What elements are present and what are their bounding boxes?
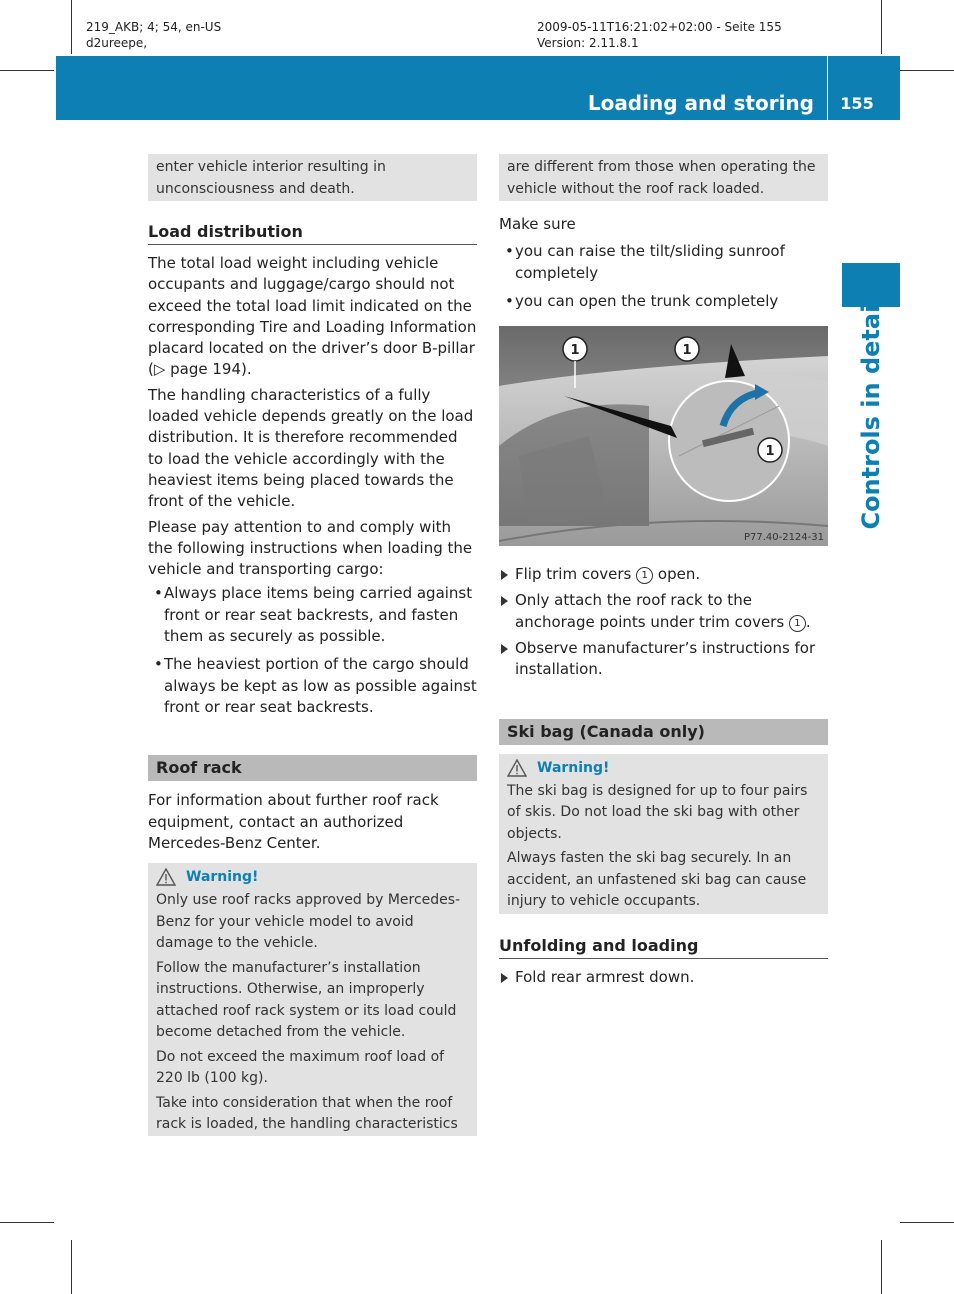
roof-rack-heading: Roof rack	[148, 755, 477, 781]
callout-marker: 1	[789, 615, 806, 632]
meta-line: 2009-05-11T16:21:02+02:00 - Seite 155	[537, 20, 782, 34]
list-item: • you can raise the tilt/sliding sunroof completely	[499, 241, 828, 284]
continued-warning-box	[499, 154, 828, 201]
ski-bag-heading: Ski bag (Canada only)	[499, 719, 828, 745]
step-item	[499, 590, 828, 633]
warning-header	[507, 757, 820, 779]
step-arrow-icon	[501, 973, 508, 983]
make-sure-list	[499, 241, 828, 312]
roof-rack-warning-box	[148, 863, 477, 1136]
crop-mark	[881, 0, 882, 54]
warning-text: enter vehicle interior resulting in unconsciousness and death.	[156, 159, 386, 197]
side-tab-text: Controls in detail	[857, 296, 885, 530]
paragraph: The total load weight including vehicle occupants and luggage/cargo should not exceed the total load limit indicated on the corresponding Tire and Loading Information placard located on the driver’s door B-pillar (▷ page 194).	[148, 254, 477, 379]
paragraph: Please pay attention to and comply with the following instructions when loading the vehicle and transporting cargo:	[148, 517, 473, 579]
crop-mark	[881, 1240, 882, 1294]
ski-bag-warning-box	[499, 754, 828, 914]
warning-label: Warning!	[537, 759, 610, 776]
left-column	[148, 154, 477, 1136]
crop-mark	[900, 70, 954, 71]
crop-mark	[71, 1240, 72, 1294]
right-column	[499, 154, 828, 993]
meta-line: Version: 2.11.8.1	[537, 36, 639, 50]
image-code: P77.40-2124-31	[743, 532, 824, 544]
list-item: • Always place items being carried against front or rear seat backrests, and fasten them as securely as possible.	[148, 583, 477, 647]
print-meta-right	[537, 19, 782, 51]
paragraph: The handling characteristics of a fully loaded vehicle depends greatly on the load distribution. It is therefore recommended to load the vehicle accordingly with the heaviest items being placed towards the front of the vehicle.	[148, 385, 474, 511]
load-distribution-heading: Load distribution	[148, 221, 477, 245]
image-callout: 1	[570, 343, 580, 359]
unfolding-steps	[499, 967, 828, 988]
roof-rack-intro: For information about further roof rack equipment, contact an authorized Mercedes-Benz Center.	[148, 791, 439, 852]
warning-paragraph: Always fasten the ski bag securely. In an accident, an unfastened ski bag can cause injury to vehicle occupants.	[507, 850, 807, 910]
warning-header	[156, 866, 469, 888]
side-tab-label	[842, 296, 900, 530]
step-arrow-icon	[501, 596, 508, 606]
unfolding-heading: Unfolding and loading	[499, 935, 828, 959]
step-arrow-icon	[501, 570, 508, 580]
image-callout: 1	[765, 444, 775, 460]
crop-mark	[900, 1222, 954, 1223]
step-arrow-icon	[501, 644, 508, 654]
load-distribution-body	[148, 253, 477, 580]
step-text: Flip trim covers	[515, 565, 637, 584]
step-text: Observe manufacturer’s instructions for installation.	[515, 639, 816, 679]
step-text: Only attach the roof rack to the anchorage points under trim covers	[515, 591, 789, 631]
list-item: • you can open the trunk completely	[499, 291, 828, 312]
roof-rack-steps	[499, 564, 828, 680]
warning-triangle-icon	[156, 868, 176, 886]
meta-line: d2ureepe,	[86, 36, 148, 50]
crop-mark	[71, 0, 72, 54]
make-sure-text: Make sure	[499, 215, 576, 233]
loading-instructions-list	[148, 583, 477, 718]
car-roof-illustration	[499, 326, 828, 546]
step-item	[499, 564, 828, 585]
crop-mark	[0, 1222, 54, 1223]
warning-paragraph: The ski bag is designed for up to four pairs of skis. Do not load the ski bag with other objects.	[507, 782, 808, 842]
warning-text: are different from those when operating the vehicle without the roof rack loaded.	[507, 159, 816, 197]
step-text: open.	[653, 565, 701, 584]
callout-marker: 1	[636, 567, 653, 584]
list-item: • The heaviest portion of the cargo should always be kept as low as possible against front or rear seat backrests.	[148, 654, 477, 718]
warning-paragraph: Follow the manufacturer’s installation instructions. Otherwise, an improperly attached roof rack system or its load could become detached from the vehicle.	[156, 959, 457, 1041]
warning-paragraph: Only use roof racks approved by Mercedes-Benz for your vehicle model to avoid damage to the vehicle.	[156, 892, 461, 952]
step-item	[499, 967, 828, 988]
step-item	[499, 638, 828, 681]
meta-line: 219_AKB; 4; 54, en-US	[86, 20, 222, 34]
step-text: .	[805, 612, 811, 631]
warning-paragraph: Do not exceed the maximum roof load of 220 lb (100 kg).	[156, 1048, 445, 1087]
print-meta-left	[86, 19, 221, 51]
warning-triangle-icon	[507, 759, 527, 777]
page-title: Loading and storing	[587, 91, 814, 115]
crop-mark	[0, 70, 54, 71]
page-number: 155	[840, 94, 874, 113]
image-callout: 1	[682, 343, 692, 359]
roof-rack-anchorage-image	[499, 326, 828, 546]
warning-label: Warning!	[186, 869, 259, 886]
warning-paragraph: Take into consideration that when the roof rack is loaded, the handling characteristics	[156, 1094, 458, 1133]
step-text: Fold rear armrest down.	[515, 967, 695, 986]
continued-warning-box	[148, 154, 477, 201]
